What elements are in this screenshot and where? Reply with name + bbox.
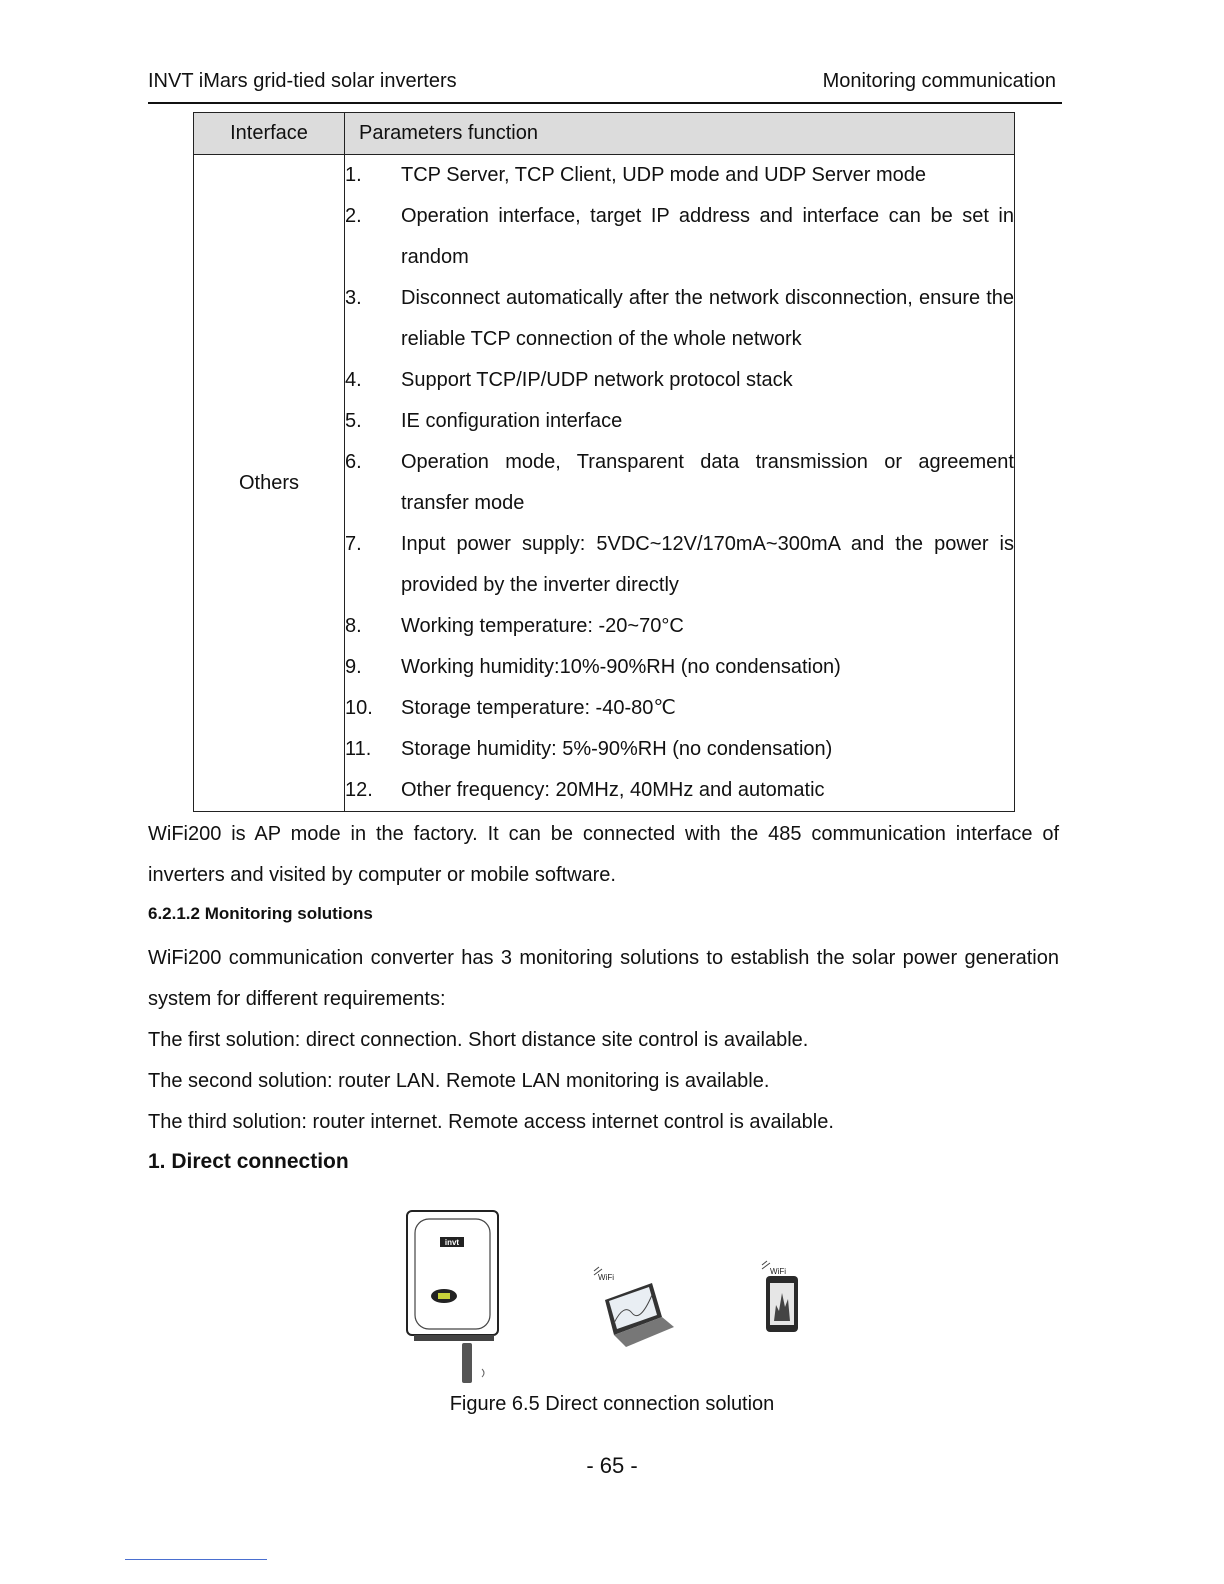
parameter-number: 4. — [345, 369, 362, 391]
second-solution: The second solution: router LAN. Remote LAN monitoring is available. — [148, 1070, 770, 1092]
parameter-number: 2. — [345, 205, 362, 227]
parameter-text: Storage humidity: 5%-90%RH (no condensation) — [401, 738, 833, 760]
ap-mode-paragraph: WiFi200 is AP mode in the factory. It can be connected with the 485 communication interface of inverters and visited by computer or mobile software. — [148, 823, 1059, 886]
parameter-number: 11. — [345, 738, 372, 760]
inverter-logo: invt — [444, 1238, 460, 1247]
parameter-text: Other frequency: 20MHz, 40MHz and automatic — [401, 779, 825, 801]
solutions-intro: WiFi200 communication converter has 3 monitoring solutions to establish the solar power generation system for different requirements: — [148, 947, 1059, 1010]
parameter-item — [345, 278, 1014, 360]
parameters-table — [193, 112, 1015, 812]
parameter-item — [345, 647, 1014, 688]
parameters-list — [345, 155, 1014, 811]
first-solution: The first solution: direct connection. Short distance site control is available. — [148, 1029, 809, 1051]
parameter-number: 12. — [345, 779, 373, 801]
interface-cell: Others — [194, 155, 345, 812]
footnote-separator — [125, 1559, 267, 1560]
section-title: 6.2.1.2 Monitoring solutions — [148, 904, 373, 923]
parameter-item — [345, 196, 1014, 278]
parameter-text: Disconnect automatically after the network disconnection, ensure the reliable TCP connection of the whole network — [401, 287, 1014, 350]
phone-wifi-label: WiFi — [770, 1267, 786, 1276]
direct-connection-heading: 1. Direct connection — [148, 1150, 349, 1173]
page-header — [148, 70, 1062, 104]
parameter-number: 6. — [345, 451, 362, 473]
parameter-item — [345, 770, 1014, 811]
parameter-item — [345, 688, 1014, 729]
parameter-item — [345, 729, 1014, 770]
inverter-icon — [407, 1211, 498, 1383]
parameter-number: 5. — [345, 410, 362, 432]
parameter-number: 1. — [345, 164, 362, 186]
parameter-item — [345, 360, 1014, 401]
parameter-text: Support TCP/IP/UDP network protocol stack — [401, 369, 793, 391]
parameter-text: Input power supply: 5VDC~12V/170mA~300mA and the power is provided by the inverter directly — [401, 533, 1014, 596]
parameter-number: 9. — [345, 656, 362, 678]
parameter-text: Working humidity:10%-90%RH (no condensation) — [401, 656, 841, 678]
parameters-cell — [345, 155, 1015, 812]
laptop-icon — [594, 1267, 674, 1347]
laptop-wifi-label: WiFi — [598, 1273, 614, 1282]
third-solution: The third solution: router internet. Remote access internet control is available. — [148, 1111, 834, 1133]
header-interface: Interface — [194, 113, 345, 155]
parameter-text: Operation interface, target IP address and interface can be set in random — [401, 205, 1014, 268]
page-number: - 65 - — [586, 1453, 638, 1478]
header-title: INVT iMars grid-tied solar inverters — [148, 70, 457, 92]
parameter-item — [345, 401, 1014, 442]
parameter-text: IE configuration interface — [401, 410, 623, 432]
parameter-number: 10. — [345, 697, 373, 719]
parameter-text: Storage temperature: -40-80℃ — [401, 697, 676, 719]
parameter-text: Working temperature: -20~70°C — [401, 615, 684, 637]
parameter-text: TCP Server, TCP Client, UDP mode and UDP Server mode — [401, 164, 927, 186]
parameter-number: 8. — [345, 615, 362, 637]
parameter-item — [345, 606, 1014, 647]
phone-icon — [762, 1261, 798, 1332]
parameter-number: 3. — [345, 287, 362, 309]
direct-connection-figure — [400, 1205, 820, 1385]
header-parameters-function: Parameters function — [345, 113, 1015, 155]
figure-caption: Figure 6.5 Direct connection solution — [449, 1393, 775, 1415]
parameter-text: Operation mode, Transparent data transmission or agreement transfer mode — [401, 451, 1014, 514]
parameter-item — [345, 442, 1014, 524]
parameter-item — [345, 155, 1014, 196]
parameter-number: 7. — [345, 533, 362, 555]
parameter-item — [345, 524, 1014, 606]
header-section: Monitoring communication — [822, 70, 1056, 92]
